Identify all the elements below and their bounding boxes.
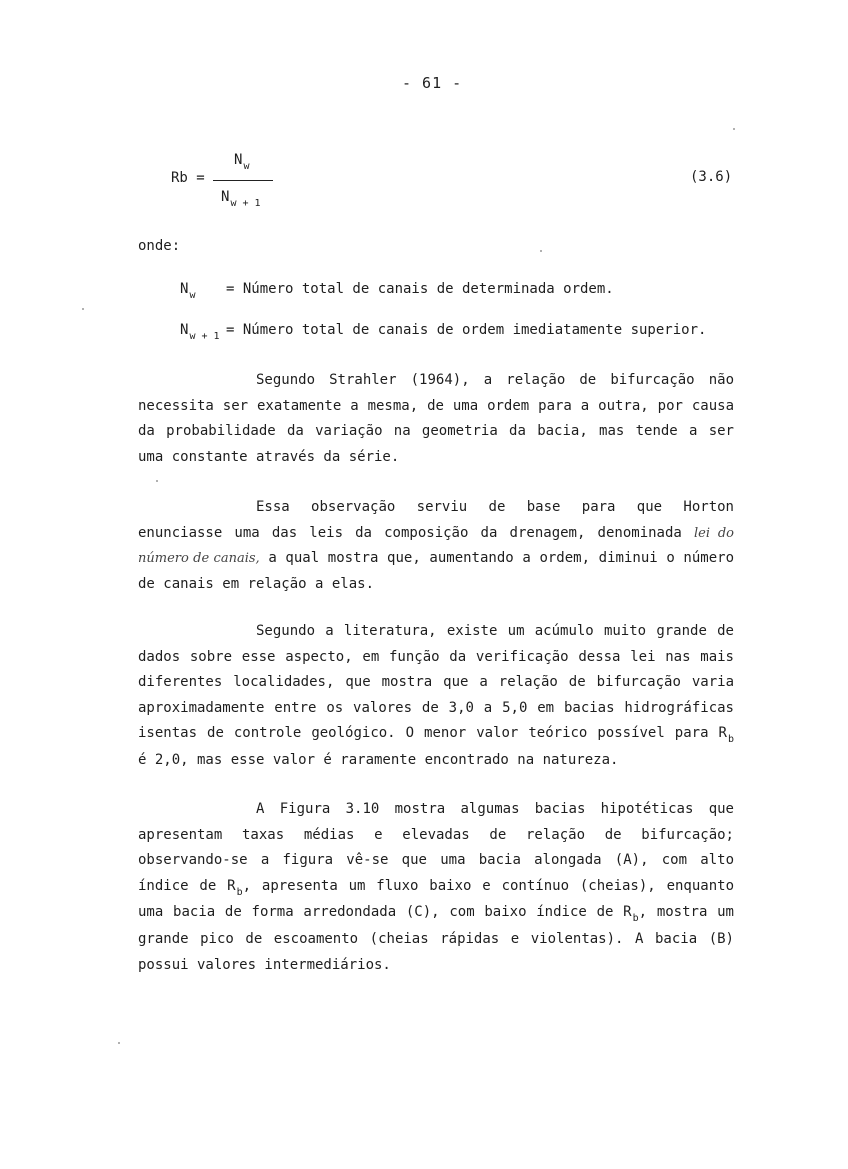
symbol-letter: N — [180, 322, 189, 338]
fraction-bar — [213, 180, 273, 181]
paragraph-1 — [138, 368, 734, 470]
paragraph-3-text — [138, 619, 734, 774]
text-run: Segundo a literatura, existe um acúmulo muito grande de dados sobre esse aspecto, em função da verificação dessa lei nas mais diferentes localidades, que mostra que a relação de bifurcação varia aproximadamente entre os valores de 3,0 a 5,0 em bacias hidrográficas isentas de controle geológico. O menor valor teórico possível para — [138, 623, 734, 742]
scan-speck — [118, 1042, 120, 1044]
paragraph-4 — [138, 797, 734, 978]
definition-2 — [180, 322, 707, 342]
page-number: - 61 - — [402, 74, 463, 92]
definition-text: = Número total de canais de determinada ordem. — [226, 281, 614, 297]
paragraph-2-text — [138, 495, 734, 597]
text-run: Essa observação serviu de base para que Horton enunciasse uma das leis da composição da drenagem, denominada — [138, 499, 734, 541]
text-run: é 2,0, mas esse valor é raramente encontrado na natureza. — [138, 751, 619, 768]
rb-symbol: R — [623, 904, 632, 921]
rb-subscript: b — [236, 886, 243, 898]
text-run: , mostra um grande pico de escoamento (cheias rápidas e violentas). A bacia (B) possui valores intermediários. — [138, 904, 734, 973]
symbol-subscript: w + 1 — [189, 331, 220, 342]
scan-speck — [540, 250, 542, 252]
equation-number: (3.6) — [690, 169, 733, 185]
denominator-subscript: w + 1 — [230, 198, 261, 209]
onde-label: onde: — [138, 238, 181, 254]
equation-denominator — [221, 189, 261, 209]
paragraph-2 — [138, 495, 734, 597]
paragraph-1-text: Segundo Strahler (1964), a relação de bifurcação não necessita ser exatamente a mesma, de uma ordem para a outra, por causa da probabilidade da variação na geometria da bacia, mas tende a ser uma constante através da série. — [138, 372, 734, 465]
text-run: a qual mostra que, aumentando a ordem, diminui o número de canais em relação a elas. — [138, 550, 734, 592]
rb-subscript: b — [727, 734, 734, 746]
equation-lhs: Rb = — [171, 170, 205, 186]
scan-speck — [82, 308, 84, 310]
paragraph-4-text — [138, 797, 734, 978]
text-run: , apresenta um fluxo baixo e contínuo (cheias), enquanto uma bacia de forma arredondada (C), com baixo índice de — [138, 877, 734, 921]
numerator-symbol: N — [234, 152, 243, 168]
symbol-letter: N — [180, 281, 189, 297]
definition-text: = Número total de canais de ordem imediatamente superior. — [226, 322, 707, 338]
rb-symbol: R — [227, 877, 236, 894]
equation-numerator — [234, 152, 250, 172]
text-run: A Figura 3.10 mostra algumas bacias hipotéticas que apresentam taxas médias e elevadas de relação de bifurcação; observando-se a figura vê-se que uma bacia alongada (A), com alto índice de — [138, 801, 734, 894]
definition-symbol — [180, 281, 226, 301]
definition-symbol — [180, 322, 226, 342]
scan-speck — [156, 480, 158, 482]
rb-subscript: b — [632, 913, 639, 925]
numerator-subscript: w — [243, 161, 250, 172]
paragraph-3 — [138, 619, 734, 774]
symbol-subscript: w — [189, 290, 196, 301]
rb-symbol: R — [718, 725, 727, 742]
scan-speck — [733, 128, 735, 130]
italic-term: lei do número de canais, — [138, 525, 734, 567]
denominator-symbol: N — [221, 189, 230, 205]
definition-1 — [180, 281, 614, 301]
